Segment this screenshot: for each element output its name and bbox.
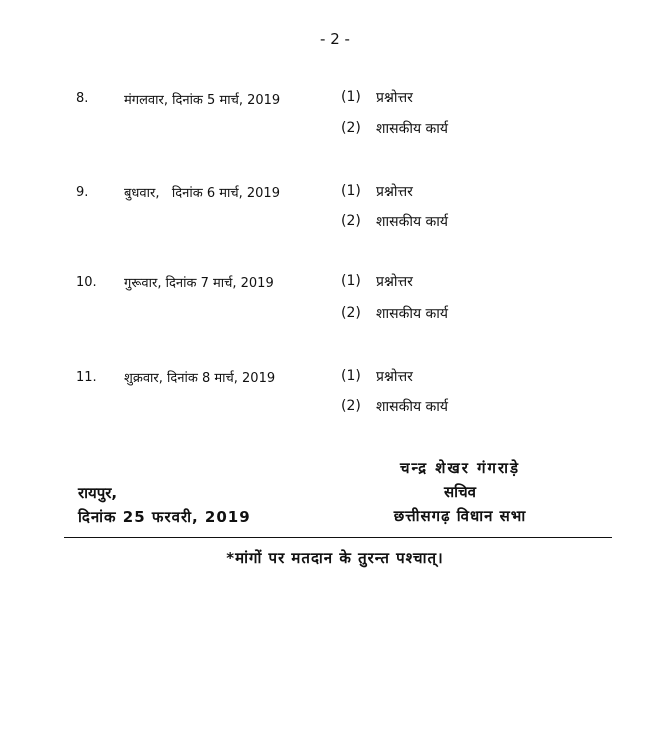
session-number: 9.: [76, 185, 89, 200]
agenda-item-number: (2): [341, 213, 361, 229]
agenda-item-text: प्रश्नोत्तर: [376, 184, 413, 200]
session-day-date: बुधवार, दिनांक 6 मार्च, 2019: [124, 186, 280, 201]
agenda-item-number: (1): [341, 273, 361, 289]
session-number: 10.: [76, 275, 97, 290]
agenda-item-text: प्रश्नोत्तर: [376, 369, 413, 385]
footnote: *मांगों पर मतदान के तुरन्त पश्चात्।: [226, 549, 444, 567]
agenda-item-number: (2): [341, 120, 361, 136]
divider-line: [64, 537, 612, 538]
agenda-item-number: (1): [341, 89, 361, 105]
issue-date: दिनांक 25 फरवरी, 2019: [78, 508, 251, 526]
agenda-item-text: प्रश्नोत्तर: [376, 274, 413, 290]
session-day-date: शुक्रवार, दिनांक 8 मार्च, 2019: [124, 371, 276, 386]
page-number: - 2 -: [320, 30, 350, 48]
signatory-name: चन्द्र शेखर गंगराड़े: [399, 459, 521, 477]
session-number: 8.: [76, 91, 89, 106]
agenda-item-number: (1): [341, 368, 361, 384]
signatory-office: छत्तीसगढ़ विधान सभा: [393, 507, 527, 525]
session-day-date: मंगलवार, दिनांक 5 मार्च, 2019: [124, 93, 281, 108]
session-day-date: गुरूवार, दिनांक 7 मार्च, 2019: [124, 276, 274, 291]
agenda-item-text: शासकीय कार्य: [376, 121, 449, 137]
agenda-item-text: शासकीय कार्य: [376, 399, 449, 415]
session-number: 11.: [76, 370, 97, 385]
agenda-item-text: शासकीय कार्य: [376, 306, 449, 322]
agenda-item-text: प्रश्नोत्तर: [376, 90, 413, 106]
agenda-item-number: (2): [341, 305, 361, 321]
signatory-designation: सचिव: [444, 483, 476, 501]
agenda-item-number: (1): [341, 183, 361, 199]
place: रायपुर,: [78, 484, 118, 502]
agenda-item-text: शासकीय कार्य: [376, 214, 449, 230]
agenda-item-number: (2): [341, 398, 361, 414]
